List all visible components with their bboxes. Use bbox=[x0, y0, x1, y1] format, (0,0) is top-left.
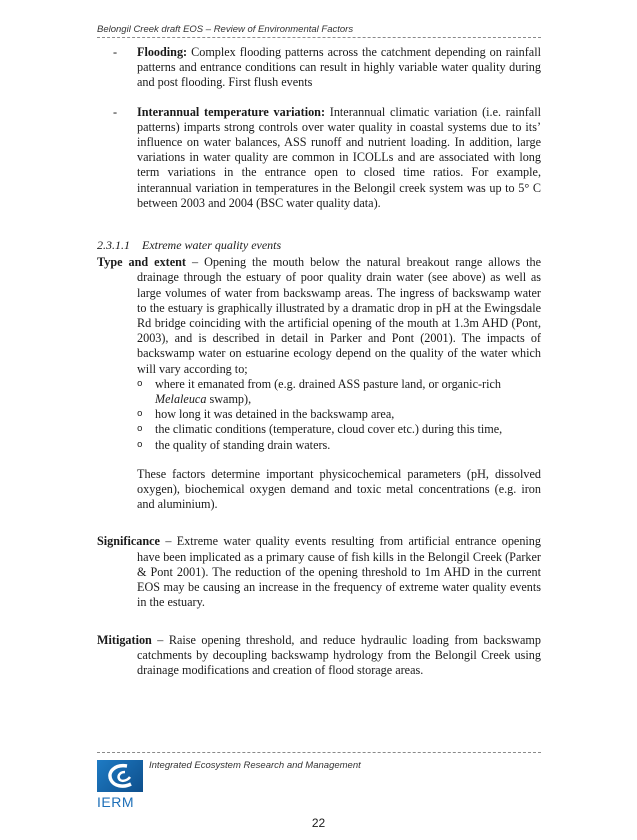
running-header: Belongil Creek draft EOS – Review of Environmental Factors bbox=[97, 24, 354, 35]
quality-factors-list bbox=[97, 377, 541, 453]
type-extent-text: – Opening the mouth below the natural breakout range allows the drainage through the estuary of poor quality drain water (see above) as well as large volumes of water from backswamp areas. The ingress of backswamp water to the estuary is graphically illustrated by a dramatic drop in pH at the Ewingsdale Rd bridge coinciding with the artificial opening of the mouth at 1.3m AHD (Pont, 2003), and is described in detail in Parker and Pont (2001). The impacts of backswamp water on estuarine ecology depend on the quality of the water which will vary according to; bbox=[137, 255, 541, 376]
significance-lead: Significance bbox=[97, 534, 160, 549]
page-body bbox=[97, 45, 541, 678]
list-item: o the quality of standing drain waters. bbox=[137, 437, 331, 452]
bullet-marker: - bbox=[113, 104, 118, 119]
bullet-text: Interannual climatic variation (i.e. rainfall patterns) imparts strong controls over water quality in coastal systems due to its’ influence on water balances, ASS runoff and nutrient loading. In addition, large variations in water quality are common in ICOLLs and are associated with long term variations in the entrance open to closed time ratios. For example, interannual variation in temperatures in the Belongil creek system was up to 5° C between 2003 and 2004 (BSC water quality data). bbox=[137, 104, 541, 210]
bullet-marker: - bbox=[113, 45, 118, 59]
list-item: o where it emanated from (e.g. drained ASS pasture land, or organic-rich Melaleuca swamp), bbox=[137, 376, 501, 407]
type-extent-paragraph bbox=[97, 255, 541, 377]
header-rule bbox=[97, 37, 541, 38]
logo-wave-icon bbox=[97, 760, 143, 792]
footer-org: Integrated Ecosystem Research and Management bbox=[149, 760, 361, 771]
list-item: o how long it was detained in the backswamp area, bbox=[137, 407, 395, 422]
page-number: 22 bbox=[311, 816, 326, 830]
mitigation-lead: Mitigation bbox=[97, 632, 152, 647]
type-extent-closing: These factors determine important physicochemical parameters (pH, dissolved oxygen), biochemical oxygen demand and toxic metal concentrations (e.g. iron and aluminium). bbox=[137, 466, 541, 512]
list-marker: o bbox=[137, 409, 143, 420]
list-marker: o bbox=[137, 378, 143, 389]
list-marker: o bbox=[137, 439, 143, 450]
significance-text: – Extreme water quality events resulting from artificial entrance opening have been implicated as a primary cause of fish kills in the Belongil Creek (Parker & Pont 2001). The reduction of the opening threshold to 1m AHD in the current EOS may be causing an increase in the frequency of extreme water quality events in the estuary. bbox=[137, 534, 541, 610]
bullet-term: Flooding: bbox=[137, 45, 188, 59]
bullet-term: Interannual temperature variation: bbox=[137, 104, 326, 119]
subsection-number: 2.3.1.1 bbox=[97, 238, 130, 253]
significance-paragraph bbox=[97, 534, 541, 610]
mitigation-paragraph bbox=[97, 633, 541, 679]
bullet-interannual bbox=[97, 105, 541, 211]
bullet-flooding bbox=[97, 45, 541, 91]
subsection-heading bbox=[97, 238, 541, 253]
ierm-logo bbox=[97, 760, 145, 814]
list-marker: o bbox=[137, 424, 143, 435]
list-item: o the climatic conditions (temperature, cloud cover etc.) during this time, bbox=[137, 422, 503, 437]
subsection-title: Extreme water quality events bbox=[142, 238, 282, 253]
bullet-text: Complex flooding patterns across the catchment depending on rainfall patterns and entrance conditions can result in highly variable water quality during and post flooding. First flush events bbox=[137, 45, 541, 90]
logo-wave-graphic bbox=[97, 760, 143, 792]
logo-text: IERM bbox=[97, 794, 134, 810]
type-extent-lead: Type and extent bbox=[97, 255, 186, 270]
mitigation-text: – Raise opening threshold, and reduce hydraulic loading from backswamp catchments by decoupling backswamp hydrology from the Belongil Creek using drainage modifications and creation of flood storage areas. bbox=[137, 632, 541, 677]
footer-rule bbox=[97, 752, 541, 753]
